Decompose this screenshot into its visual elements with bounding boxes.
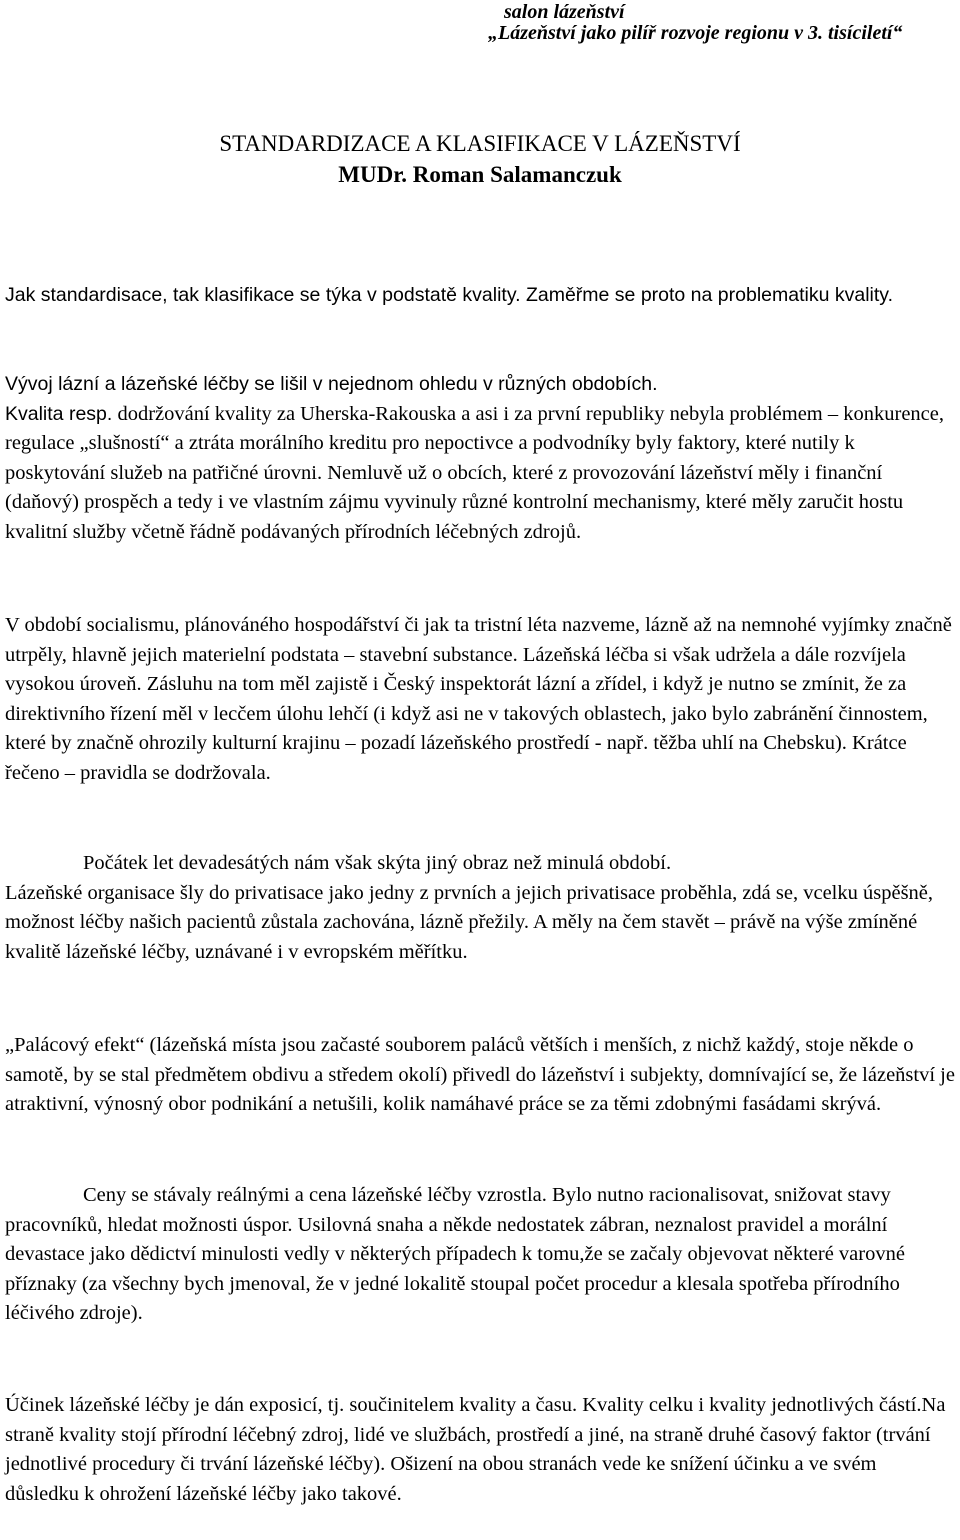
paragraph-7-c: Na straně kvality stojí přírodní léčebný zdroj, lidé ve službách, prostředí a jiné, na straně druhé časový faktor (trvání jednotlivé procedury či trvání lázeňské léčby). Ošizení na obou stranách vede ke snížení účinku a ve svém důsledku k ohrožení lázeňské léčby jako takové. — [5, 1394, 946, 1505]
paragraph-3-b: Lázeňská léčba si však udržela a dále rozvíjela vysokou úroveň. — [5, 643, 906, 695]
paragraph-2-body — [5, 400, 955, 548]
paragraph-2-line1: Vývoj lázní a lázeňské léčby se lišil v nejednom ohledu v různých obdobích. — [5, 373, 658, 395]
paragraph-2-sans-lead: Kvalita resp. — [5, 402, 113, 425]
paragraph-6 — [5, 1181, 955, 1329]
paragraph-3-c: Zásluhu na tom měl zajistě i Český inspektorát lázní a zřídel, i když je nutno se zmínit, že za direktivního řízení měl v lecčem úlohu lehčí (i když asi ne v takových oblastech, jako bylo zabránění činnostem, které by značně ohrozily kulturní krajinu – pozadí lázeňského prostředí - např. těžba uhlí na Chebsku). Krátce řečeno – pravidla se dodržovala. — [5, 673, 928, 784]
title-block — [0, 128, 960, 190]
paragraph-4-lead: Počátek let devadesátých nám však skýta jiný obraz než minulá období. — [83, 852, 672, 874]
paragraph-3 — [5, 611, 955, 788]
paragraph-1-text: Jak standardisace, tak klasifikace se týka v podstatě kvality. Zaměřme se proto na problematiku kvality. — [5, 284, 893, 306]
paragraph-2-serif-b: Nemluvě už o obcích, které z provozování lázeňství měly i finanční (daňový) prospěch a tedy i ve vlastním zájmu vyvinuly různé kontrolní mechanismy, které měly zaručit hostu kvalitní služby včetně řádně podávaných přírodních léčebných zdrojů. — [5, 461, 904, 543]
paragraph-2 — [5, 370, 955, 547]
paragraph-7 — [5, 1391, 955, 1509]
paragraph-4-body: Lázeňské organisace šly do privatisace jako jedny z prvních a jejich privatisace proběhla, zdá se, vcelku úspěšně, možnost léčby našich pacientů zůstala zachována, lázně přežily. A měly na čem stavět – právě na výše zmíněné kvalitě lázeňské léčby, uznávané i v evropském měřítku. — [5, 881, 934, 963]
paragraph-3-a: V období socialismu, plánováného hospodářství či jak ta tristní léta nazveme, lázně až na nemnohé vyjímky značně utrpěly, hlavně jejich materielní podstata – stavební substance. — [5, 614, 952, 666]
paragraph-2-serif-a: dodržování kvality za Uherska-Rakouska a asi i za první republiky nebyla problémem – konkurence, regulace „slušností“ a ztráta morálního kreditu pro nepoctivce a podvodníky byly faktory, které nutily k poskytování služeb na patřičné úrovni. — [5, 402, 945, 484]
document-title: STANDARDIZACE A KLASIFIKACE V LÁZEŇSTVÍ — [219, 131, 741, 156]
author-name: MUDr. Roman Salamanczuk — [338, 162, 622, 187]
header-conference-title: „Lázeňství jako pilíř rozvoje regionu v 3. tisíciletí“ — [488, 22, 903, 44]
paragraph-1 — [5, 281, 955, 311]
header-salon: salon lázeňství — [504, 1, 625, 23]
paragraph-5-body: „Palácový efekt“ (lázeňská místa jsou začasté souborem paláců větších i menších, z nichž každý, stoje někde o samotě, by se stal předmětem obdivu a středem okolí) přivedl do lázeňství i subjekty, domnívající se, že lázeňství je atraktivní, výnosný obor podnikání a netušili, kolik namáhavé práce se za těmi zdobnými fasádami skrývá. — [5, 1034, 955, 1115]
paragraph-6-body — [5, 1181, 955, 1329]
paragraph-6-b: Bylo nutno racionalisovat, snižovat stavy pracovníků, hledat možnosti úspor. Usilovná snaha a někde nedostatek zábran, neznalost pravidel a morální devastace jako dědictví minulosti vedly v některých případech k tomu,že se začaly objevovat některé varovné příznaky (za všechny bych jmenoval, že v jedné lokalitě stoupal počet procedur a klesala spotřeba přírodního léčivého zdroje). — [5, 1184, 905, 1324]
paragraph-4 — [5, 849, 955, 967]
paragraph-5 — [5, 1031, 955, 1120]
paragraph-7-b: součinitelem kvality a času. Kvality celku i kvality jednotlivých částí. — [344, 1394, 922, 1416]
paragraph-7-a: Účinek lázeňské léčby je dán exposicí, tj. — [5, 1394, 345, 1416]
paragraph-3-body — [5, 611, 955, 788]
paragraph-7-body — [5, 1391, 955, 1509]
paragraph-6-a: Ceny se stávaly reálnými a cena lázeňské léčby vzrostla. — [83, 1184, 547, 1206]
